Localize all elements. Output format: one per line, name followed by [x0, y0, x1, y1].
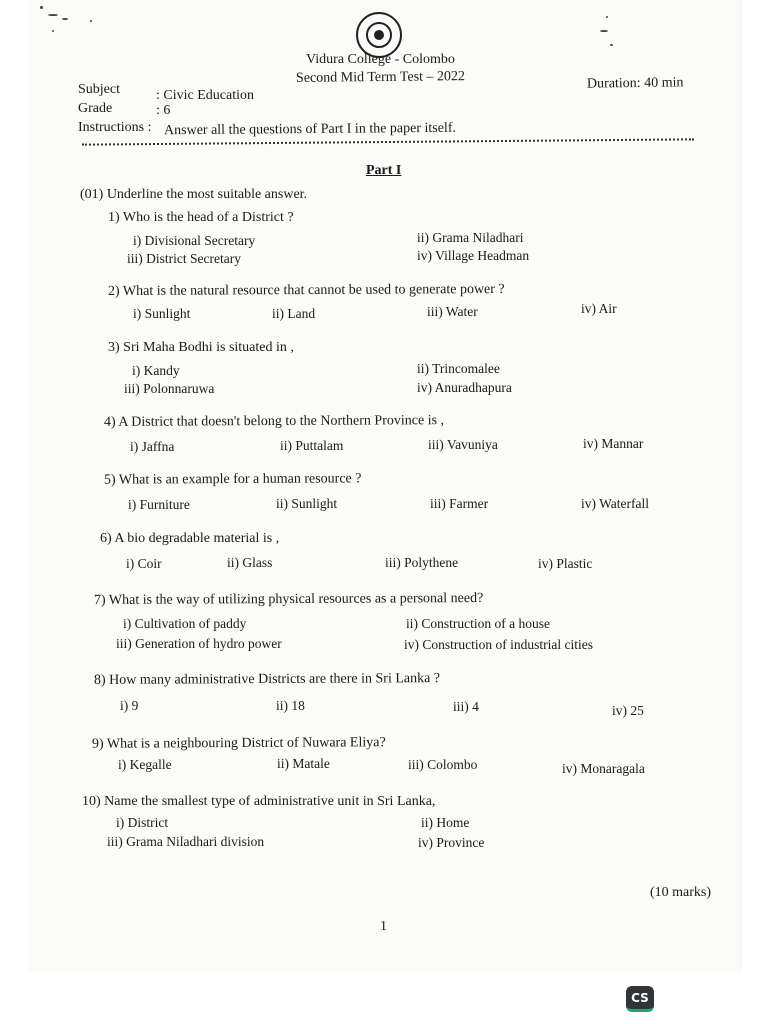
answer-option: iv) Anuradhapura: [417, 380, 512, 395]
answer-option: ii) Sunlight: [276, 496, 338, 511]
question-text: 10) Name the smallest type of administrative unit in Sri Lanka,: [82, 794, 436, 809]
answer-option: iv) Village Headman: [417, 248, 530, 263]
answer-option: i) Divisional Secretary: [133, 233, 256, 248]
answer-option: ii) Glass: [227, 555, 273, 570]
answer-option: iv) Waterfall: [581, 496, 650, 511]
answer-option: i) District: [116, 815, 169, 830]
answer-option: iii) Vavuniya: [428, 437, 498, 452]
part-title: Part I: [366, 163, 402, 178]
question-text: 2) What is the natural resource that cannot be used to generate power ?: [107, 281, 505, 300]
question-text: 9) What is a neighbouring District of Nuwara Eliya?: [91, 735, 386, 752]
answer-option: ii) Land: [272, 306, 316, 321]
question-text: 7) What is the way of utilizing physical resources as a personal need?: [93, 590, 484, 609]
answer-option: ii) Puttalam: [280, 438, 344, 453]
answer-option: ii) Home: [421, 815, 470, 830]
answer-option: ii) Construction of a house: [406, 616, 550, 631]
answer-option: iii) Colombo: [408, 757, 478, 772]
duration: Duration: 40 min: [586, 75, 684, 92]
subject-label: Subject: [78, 82, 120, 97]
answer-option: ii) Matale: [277, 756, 330, 771]
answer-option: ii) Trincomalee: [417, 361, 500, 376]
question-text: 1) Who is the head of a District ?: [108, 210, 294, 225]
answer-option: i) Coir: [126, 556, 162, 571]
answer-option: iii) Water: [427, 304, 478, 319]
answer-option: i) 9: [120, 698, 139, 713]
question-text: 6) A bio degradable material is ,: [100, 531, 280, 546]
question-text: 4) A District that doesn't belong to the Northern Province is ,: [103, 413, 445, 430]
answer-option: iv) Monaragala: [562, 761, 645, 776]
school-name: Vidura College - Colombo: [306, 52, 455, 67]
answer-option: i) Furniture: [128, 497, 190, 512]
section-heading: (01) Underline the most suitable answer.: [80, 187, 308, 202]
instructions-text: Answer all the questions of Part I in the paper itself.: [163, 120, 457, 139]
page-number: 1: [380, 919, 387, 934]
answer-option: ii) 18: [276, 698, 305, 713]
grade-value: : 6: [156, 103, 171, 118]
question-text: 5) What is an example for a human resource ?: [103, 471, 362, 488]
answer-option: iv) 25: [612, 703, 644, 718]
camscanner-badge-icon: CS: [626, 986, 654, 1012]
answer-option: ii) Grama Niladhari: [417, 230, 524, 245]
answer-option: iv) Air: [581, 301, 617, 316]
answer-option: iii) Polythene: [385, 555, 459, 570]
answer-option: i) Sunlight: [133, 306, 191, 321]
answer-option: i) Jaffna: [130, 439, 175, 454]
answer-option: i) Cultivation of paddy: [123, 616, 247, 631]
answer-option: iii) Grama Niladhari division: [107, 834, 265, 849]
answer-option: i) Kandy: [132, 363, 180, 378]
grade-label: Grade: [78, 101, 113, 116]
question-text: 8) How many administrative Districts are there in Sri Lanka ?: [93, 671, 441, 688]
answer-option: iii) District Secretary: [127, 251, 241, 266]
answer-option: iv) Mannar: [583, 436, 644, 451]
subject-value: : Civic Education: [156, 88, 254, 103]
question-text: 3) Sri Maha Bodhi is situated in ,: [108, 340, 294, 355]
answer-option: iv) Plastic: [538, 556, 593, 571]
answer-option: iv) Construction of industrial cities: [404, 637, 593, 652]
answer-option: i) Kegalle: [118, 757, 172, 772]
answer-option: iii) Generation of hydro power: [116, 636, 282, 651]
answer-option: iii) Farmer: [430, 496, 489, 511]
answer-option: iii) Polonnaruwa: [124, 381, 215, 396]
answer-option: iii) 4: [453, 699, 479, 714]
instructions-label: Instructions :: [78, 120, 152, 135]
marks-label: (10 marks): [650, 885, 712, 900]
answer-option: iv) Province: [418, 835, 485, 850]
exam-title: Second Mid Term Test – 2022: [295, 69, 466, 86]
